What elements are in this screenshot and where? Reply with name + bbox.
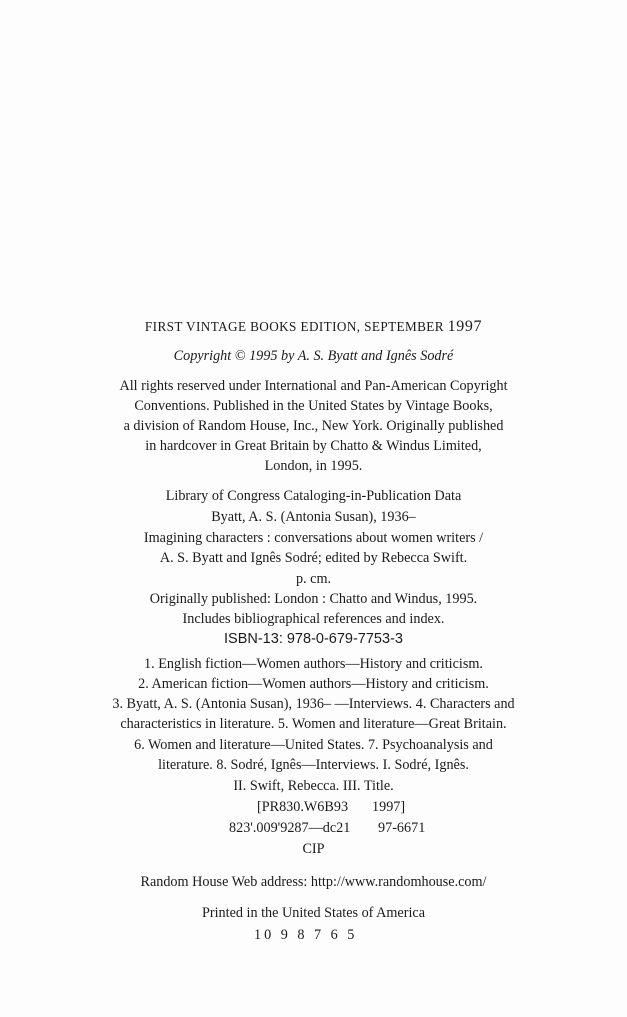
cip-pagination: p. cm. xyxy=(295,571,332,587)
edition-text: FIRST VINTAGE BOOKS EDITION, SEPTEMBER xyxy=(144,319,444,334)
rights-line: London, in 1995. xyxy=(264,458,363,474)
isbn: ISBN-13: 978-0-679-7753-3 xyxy=(224,631,403,647)
cip-label: CIP xyxy=(302,841,325,857)
cip-title: A. S. Byatt and Ignês Sodré; edited by Rebecca Swift. xyxy=(159,550,468,566)
cip-title: Imagining characters : conversations about women writers / xyxy=(143,530,484,546)
cip-subject: 1. English fiction—Women authors—History and criticism. xyxy=(144,656,483,672)
cip-original-publication: Originally published: London : Chatto and Windus, 1995. xyxy=(149,591,478,607)
edition-year: 1997 xyxy=(447,318,483,335)
cip-heading: Library of Congress Cataloging-in-Publication Data xyxy=(165,488,462,504)
rights-line: a division of Random House, Inc., New York. Originally published xyxy=(123,418,504,434)
rights-line: Conventions. Published in the United States by Vintage Books, xyxy=(134,398,493,414)
call-number: [PR830.W6B93 xyxy=(257,799,349,815)
cip-subject: II. Swift, Rebecca. III. Title. xyxy=(233,778,394,794)
copyright-notice: Copyright © 1995 by A. S. Byatt and Ignês Sodré xyxy=(173,348,454,364)
cip-subject: 2. American fiction—Women authors—History and criticism. xyxy=(138,676,489,692)
lccn: 97-6671 xyxy=(378,820,426,836)
cip-subject: characteristics in literature. 5. Women and literature—Great Britain. xyxy=(120,716,507,732)
cip-subject: 6. Women and literature—United States. 7. Psychoanalysis and xyxy=(134,737,493,753)
rights-line: in hardcover in Great Britain by Chatto & Windus Limited, xyxy=(145,438,482,454)
web-address: Random House Web address: http://www.randomhouse.com/ xyxy=(140,874,487,890)
cip-subject: literature. 8. Sodré, Ignês—Interviews. I. Sodré, Ignês. xyxy=(158,757,469,773)
printing-number-line: 10 9 8 7 6 5 xyxy=(254,927,358,943)
cip-subject: 3. Byatt, A. S. (Antonia Susan), 1936– —Interviews. 4. Characters and xyxy=(112,696,515,712)
dewey-number: 823'.009'9287—dc21 xyxy=(229,820,351,836)
printed-in: Printed in the United States of America xyxy=(201,905,425,921)
edition-statement xyxy=(0,318,627,336)
rights-line: All rights reserved under International and Pan-American Copyright xyxy=(119,378,508,394)
cip-includes: Includes bibliographical references and index. xyxy=(182,611,445,627)
cip-author: Byatt, A. S. (Antonia Susan), 1936– xyxy=(211,509,416,525)
call-number-year: 1997] xyxy=(372,799,406,815)
